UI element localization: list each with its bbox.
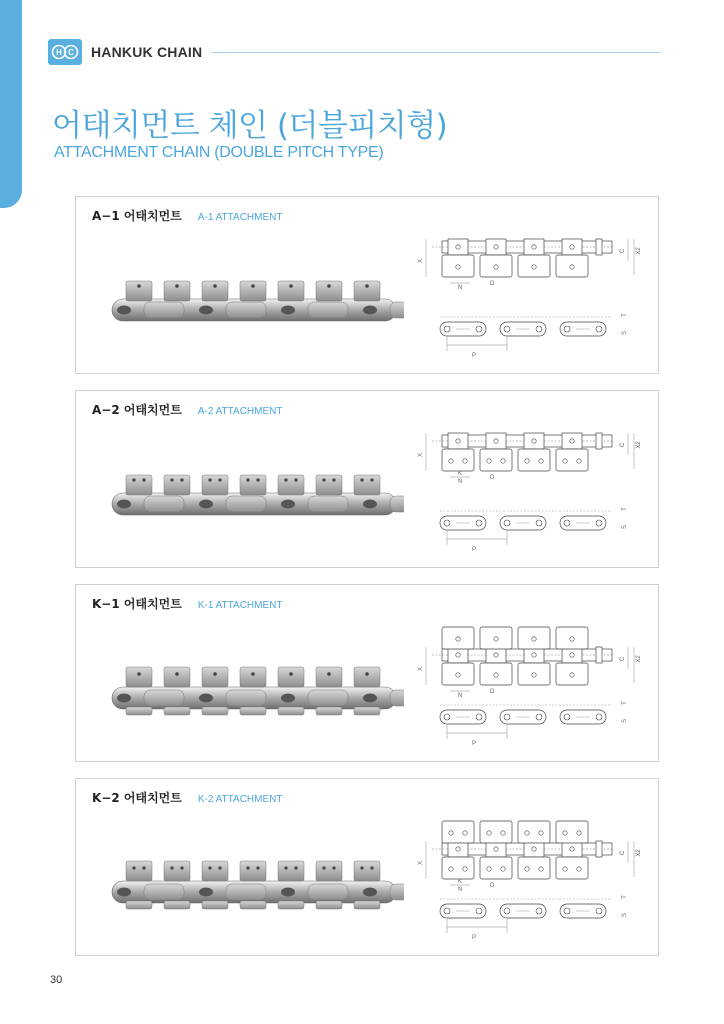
chain-a2-diagram: [412, 423, 652, 559]
svg-text:X: X: [418, 258, 424, 264]
header-rule: [212, 52, 660, 53]
side-tab-decoration: [0, 0, 22, 208]
svg-text:K: K: [457, 471, 463, 477]
chain-k2-photo-icon: [104, 849, 404, 919]
svg-text:X: X: [418, 452, 424, 458]
svg-text:X: X: [418, 666, 424, 672]
svg-text:P: P: [471, 353, 477, 359]
svg-text:S: S: [622, 330, 628, 336]
svg-text:H: H: [56, 48, 62, 57]
svg-text:O: O: [489, 475, 495, 481]
panel-code: K−1 어태치먼트: [92, 597, 182, 611]
panel-k2: [75, 778, 659, 956]
svg-text:X: X: [418, 860, 424, 866]
svg-text:T: T: [622, 895, 628, 899]
panel-a1: [75, 196, 659, 374]
svg-text:N: N: [457, 479, 463, 485]
page-title-korean: 어태치먼트 체인 (더블피치형): [52, 108, 448, 144]
svg-text:X2: X2: [636, 849, 642, 857]
panel-subtitle: A-1 ATTACHMENT: [197, 212, 283, 223]
svg-text:N: N: [457, 887, 463, 893]
svg-text:T: T: [622, 313, 628, 317]
page-title-english: ATTACHMENT CHAIN (DOUBLE PITCH TYPE): [54, 144, 384, 161]
hankuk-logo-icon: [48, 39, 82, 65]
svg-text:O: O: [489, 689, 495, 695]
chain-a2-photo-icon: [104, 461, 404, 531]
svg-text:X2: X2: [636, 655, 642, 663]
svg-text:S: S: [622, 524, 628, 530]
chain-a1-diagram: [412, 229, 652, 365]
svg-text:K: K: [457, 879, 463, 885]
svg-text:X2: X2: [636, 441, 642, 449]
svg-text:P: P: [471, 741, 477, 747]
svg-text:N: N: [457, 693, 463, 699]
panel-subtitle: A-2 ATTACHMENT: [197, 406, 283, 417]
svg-text:C: C: [620, 442, 626, 448]
panel-code: A−1 어태치먼트: [92, 209, 182, 223]
page-number: 30: [50, 974, 63, 986]
panel-heading: [92, 789, 282, 806]
svg-text:P: P: [471, 935, 477, 941]
svg-text:C: C: [620, 656, 626, 662]
svg-text:C: C: [620, 248, 626, 254]
chain-k1-photo-icon: [104, 655, 404, 725]
svg-text:S: S: [622, 718, 628, 724]
svg-text:O: O: [489, 883, 495, 889]
panel-heading: [92, 595, 282, 612]
header: [48, 38, 660, 66]
svg-text:P: P: [471, 547, 477, 553]
chain-a1-photo-icon: [104, 267, 404, 337]
panel-heading: [92, 207, 282, 224]
panel-a2: [75, 390, 659, 568]
svg-text:T: T: [622, 507, 628, 511]
svg-text:X2: X2: [636, 247, 642, 255]
svg-text:T: T: [622, 701, 628, 705]
svg-text:C: C: [68, 48, 74, 57]
panel-subtitle: K-2 ATTACHMENT: [197, 794, 283, 805]
chain-k1-diagram: [412, 617, 652, 753]
svg-text:C: C: [620, 850, 626, 856]
panel-subtitle: K-1 ATTACHMENT: [197, 600, 283, 611]
panel-heading: [92, 401, 282, 418]
chain-k2-diagram: [412, 811, 652, 947]
panel-k1: [75, 584, 659, 762]
svg-text:O: O: [489, 281, 495, 287]
brand-name: HANKUK CHAIN: [91, 44, 203, 60]
panel-code: K−2 어태치먼트: [92, 791, 182, 805]
svg-text:N: N: [457, 285, 463, 291]
panel-code: A−2 어태치먼트: [92, 403, 182, 417]
svg-text:S: S: [622, 912, 628, 918]
